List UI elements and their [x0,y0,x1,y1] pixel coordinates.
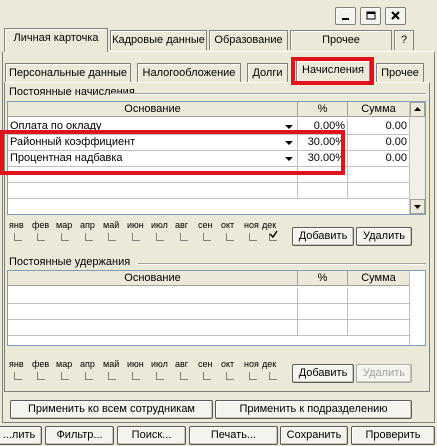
vertical-scrollbar[interactable] [409,271,425,345]
accruals-table [7,101,426,215]
column-header-basis[interactable]: Основание [8,271,298,286]
add-deduction-button[interactable]: Добавить [292,364,354,383]
title-bar [0,0,437,29]
month-label: июл [151,359,168,369]
month-label: авг [175,359,189,369]
month-checkbox[interactable] [203,233,211,241]
column-header-percent[interactable]: % [298,102,348,117]
check-button[interactable]: Проверить [351,426,435,445]
empty-cell[interactable] [348,304,410,320]
month-checkbox[interactable] [203,372,211,380]
month-label: июн [127,359,144,369]
percent-cell[interactable]: 30.00% [298,151,348,167]
month-checkbox[interactable] [226,372,234,380]
empty-cell[interactable] [8,304,298,320]
month-checkbox[interactable] [132,372,140,380]
month-checkbox[interactable] [85,372,93,380]
tab-help[interactable]: ? [394,30,414,50]
accruals-group-title: Постоянные начисления [9,86,135,98]
empty-cell[interactable] [298,320,348,336]
month-checkbox[interactable] [249,233,257,241]
column-header-amount[interactable]: Сумма [348,102,410,117]
basis-cell[interactable]: Районный коэффициент [8,135,298,151]
table-row-empty[interactable] [8,320,410,336]
month-label: янв [9,220,24,230]
month-checkbox[interactable] [180,233,188,241]
month-label: дек [262,359,277,369]
vertical-scrollbar[interactable] [409,102,425,214]
month-label: янв [9,359,24,369]
checkmark-icon [269,230,278,239]
month-label: май [103,359,120,369]
table-row-empty[interactable] [8,288,410,304]
minimize-button[interactable] [335,7,356,25]
divider [110,93,426,95]
chevron-down-icon[interactable] [283,136,295,149]
month-checkbox[interactable] [180,372,188,380]
column-header-basis[interactable]: Основание [8,102,298,117]
month-checkbox[interactable] [61,372,69,380]
chevron-down-icon[interactable] [283,120,295,133]
amount-cell[interactable]: 0.00 [348,119,410,135]
tab-taxation[interactable]: Налогообложение [137,63,241,83]
month-checkbox-checked[interactable] [269,233,277,241]
empty-cell[interactable] [348,288,410,304]
delete-deduction-button[interactable]: Удалить [356,364,412,383]
tab-education[interactable]: Образование [209,30,288,50]
divider [138,263,426,265]
column-header-amount[interactable]: Сумма [348,271,410,286]
month-checkbox[interactable] [108,372,116,380]
chevron-down-icon[interactable] [283,152,295,165]
month-checkbox[interactable] [108,233,116,241]
table-row[interactable] [8,135,410,151]
month-checkbox[interactable] [14,233,22,241]
month-checkbox[interactable] [85,233,93,241]
apply-to-department-button[interactable]: Применить к подразделению [215,400,412,419]
tab-misc[interactable]: Прочее [376,63,424,83]
table-row-empty[interactable] [8,183,410,199]
empty-cell[interactable] [298,183,348,199]
month-label: фев [32,220,50,230]
column-header-percent[interactable]: % [298,271,348,286]
table-row[interactable] [8,119,410,135]
tab-other[interactable]: Прочее [290,30,392,50]
empty-cell[interactable] [8,183,298,199]
arrow-up-icon [411,103,424,116]
month-checkbox[interactable] [156,372,164,380]
month-label: апр [80,220,95,230]
month-label: дек [262,220,277,230]
empty-cell[interactable] [298,288,348,304]
delete-accrual-button[interactable]: Удалить [356,227,412,246]
search-button[interactable]: Поиск... [117,426,186,445]
tab-personal-card[interactable]: Личная карточка [4,28,108,52]
percent-cell[interactable]: 0.00% [298,119,348,135]
month-label: сен [198,220,213,230]
month-label: мар [56,220,73,230]
tab-personal-data[interactable]: Персональные данные [5,63,131,83]
amount-cell[interactable]: 0.00 [348,135,410,151]
month-label: июн [127,220,144,230]
month-label: апр [80,359,95,369]
month-label: сен [198,359,213,369]
month-label: май [103,220,120,230]
empty-cell[interactable] [8,167,298,183]
month-checkbox[interactable] [249,372,257,380]
percent-cell[interactable]: 30.00% [298,135,348,151]
month-label: фев [32,359,50,369]
scroll-up-button[interactable] [410,102,425,117]
month-label: окт [221,359,235,369]
table-row[interactable] [8,151,410,167]
month-checkbox[interactable] [226,233,234,241]
empty-cell[interactable] [298,167,348,183]
month-checkbox[interactable] [132,233,140,241]
tab-debts[interactable]: Долги [247,63,288,83]
month-label: мар [56,359,73,369]
close-icon [391,11,401,21]
month-label: окт [221,220,235,230]
month-label: ноя [244,220,259,230]
save-button[interactable]: Сохранить [280,426,348,445]
empty-cell[interactable] [348,320,410,336]
maximize-button[interactable] [360,7,381,25]
basis-cell[interactable]: Оплата по окладу [8,119,298,135]
month-checkbox[interactable] [269,372,277,380]
month-checkbox[interactable] [14,372,22,380]
print-button[interactable]: Печать... [189,426,278,445]
apply-to-all-employees-button[interactable]: Применить ко всем сотрудникам [10,400,213,419]
delete-button[interactable]: ...лить [0,426,42,445]
amount-cell[interactable]: 0.00 [348,151,410,167]
scroll-down-button[interactable] [410,199,425,214]
table-row-empty[interactable] [8,167,410,183]
month-label: июл [151,220,168,230]
filter-button[interactable]: Фильтр... [45,426,114,445]
table-row-empty[interactable] [8,304,410,320]
tab-accruals[interactable]: Начисления [296,60,370,83]
month-checkbox[interactable] [156,233,164,241]
empty-cell[interactable] [298,304,348,320]
empty-cell[interactable] [348,183,410,199]
minimize-icon [341,11,351,21]
arrow-down-icon [411,200,424,213]
basis-cell[interactable]: Процентная надбавка [8,151,298,167]
month-label: ноя [244,359,259,369]
month-checkbox[interactable] [37,233,45,241]
add-accrual-button[interactable]: Добавить [292,227,354,246]
maximize-icon [366,11,376,21]
month-checkbox[interactable] [61,233,69,241]
close-button[interactable] [385,7,406,25]
empty-cell[interactable] [8,320,298,336]
deductions-group-title: Постоянные удержания [9,256,131,268]
month-checkbox[interactable] [37,372,45,380]
empty-cell[interactable] [348,167,410,183]
empty-cell[interactable] [8,288,298,304]
tab-personnel-data[interactable]: Кадровые данные [110,30,207,50]
deductions-table [7,270,426,346]
month-label: авг [175,220,189,230]
